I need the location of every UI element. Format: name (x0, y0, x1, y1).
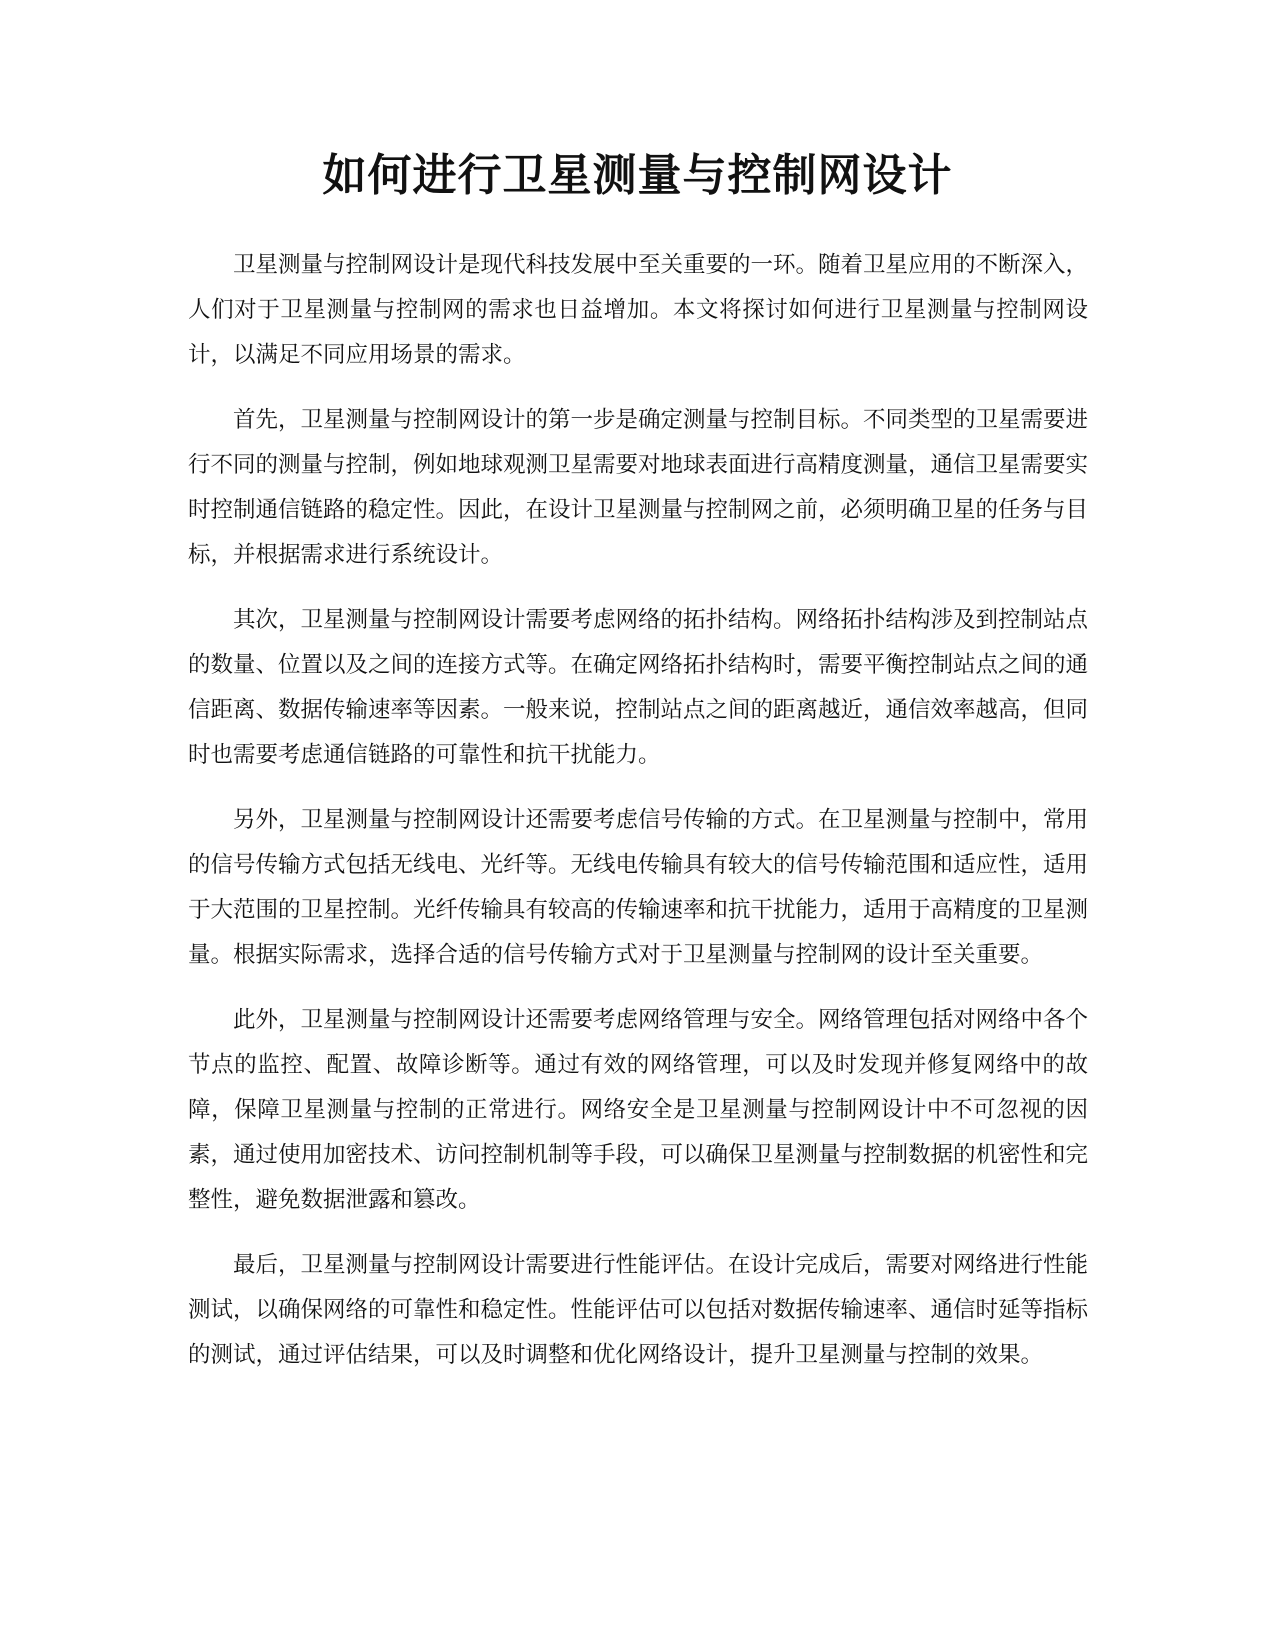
document-body (188, 243, 1088, 1398)
page-title: 如何进行卫星测量与控制网设计 (322, 150, 953, 201)
paragraph-management-security: 此外，卫星测量与控制网设计还需要考虑网络管理与安全。网络管理包括对网络中各个节点的监控、配置、故障诊断等。通过有效的网络管理，可以及时发现并修复网络中的故障，保障卫星测量与控制的正常进行。网络安全是卫星测量与控制网设计中不可忽视的因素，通过使用加密技术、访问控制机制等手段，可以确保卫星测量与控制数据的机密性和完整性，避免数据泄露和篡改。 (188, 1007, 1089, 1213)
paragraph-intro: 卫星测量与控制网设计是现代科技发展中至关重要的一环。随着卫星应用的不断深入，人们对于卫星测量与控制网的需求也日益增加。本文将探讨如何进行卫星测量与控制网设计，以满足不同应用场景的需求。 (188, 252, 1089, 368)
paragraph-objectives: 首先，卫星测量与控制网设计的第一步是确定测量与控制目标。不同类型的卫星需要进行不同的测量与控制，例如地球观测卫星需要对地球表面进行高精度测量，通信卫星需要实时控制通信链路的稳定性。因此，在设计卫星测量与控制网之前，必须明确卫星的任务与目标，并根据需求进行系统设计。 (188, 407, 1089, 568)
paragraph-performance: 最后，卫星测量与控制网设计需要进行性能评估。在设计完成后，需要对网络进行性能测试，以确保网络的可靠性和稳定性。性能评估可以包括对数据传输速率、通信时延等指标的测试，通过评估结果，可以及时调整和优化网络设计，提升卫星测量与控制的效果。 (188, 1252, 1089, 1368)
paragraph-transmission: 另外，卫星测量与控制网设计还需要考虑信号传输的方式。在卫星测量与控制中，常用的信号传输方式包括无线电、光纤等。无线电传输具有较大的信号传输范围和适应性，适用于大范围的卫星控制。光纤传输具有较高的传输速率和抗干扰能力，适用于高精度的卫星测量。根据实际需求，选择合适的信号传输方式对于卫星测量与控制网的设计至关重要。 (188, 807, 1089, 968)
paragraph-topology: 其次，卫星测量与控制网设计需要考虑网络的拓扑结构。网络拓扑结构涉及到控制站点的数量、位置以及之间的连接方式等。在确定网络拓扑结构时，需要平衡控制站点之间的通信距离、数据传输速率等因素。一般来说，控制站点之间的距离越近，通信效率越高，但同时也需要考虑通信链路的可靠性和抗干扰能力。 (188, 607, 1089, 768)
